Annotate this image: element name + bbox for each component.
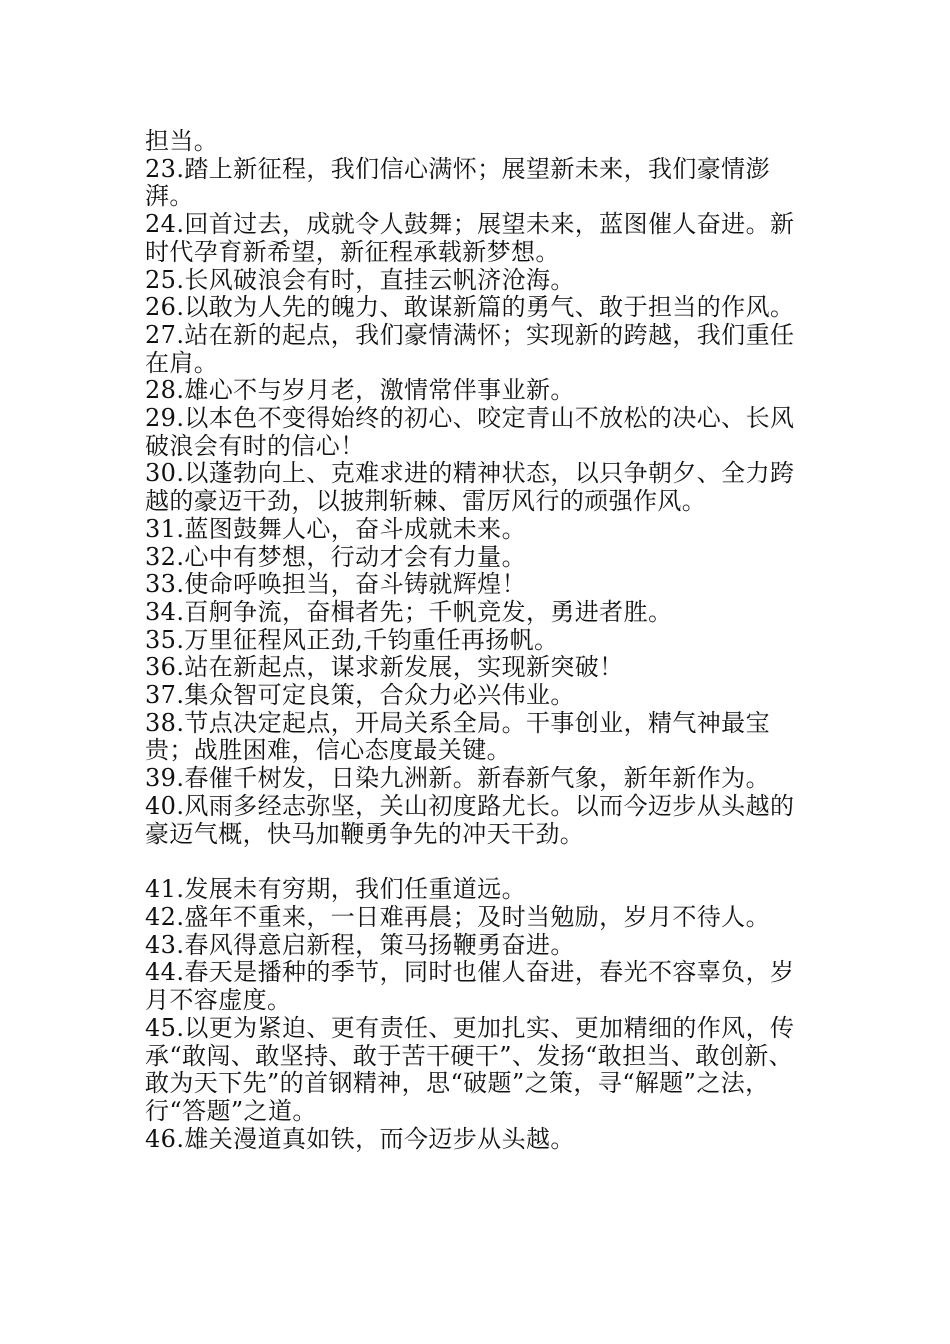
text-paragraph: 28.雄心不与岁月老，激情常伴事业新。 [145,376,575,405]
text-paragraph: 35.万里征程风正劲,千钧重任再扬帆。 [145,625,559,654]
text-paragraph: 34.百舸争流，奋楫者先；千帆竞发，勇进者胜。 [145,597,673,626]
text-paragraph: 36.站在新起点，谋求新发展，实现新突破！ [145,653,624,682]
text-paragraph: 43.春风得意启新程，策马扬鞭勇奋进。 [145,930,575,959]
text-paragraph: 26.以敢为人先的魄力、敢谋新篇的勇气、敢于担当的作风。 [145,293,795,322]
text-paragraph: 33.使命呼唤担当，奋斗铸就辉煌！ [145,570,526,599]
blank-line [145,848,815,876]
text-paragraph: 32.心中有梦想，行动才会有力量。 [145,542,526,571]
text-paragraph: 41.发展未有穷期，我们任重道远。 [145,875,526,904]
text-paragraph: 担当。 [145,127,219,155]
text-paragraph: 25.长风破浪会有时，直挂云帆济沧海。 [145,265,575,294]
text-paragraph: 31.蓝图鼓舞人心，奋斗成就未来。 [145,514,526,543]
document-page [145,128,815,1153]
text-paragraph: 29.以本色不变得始终的初心、咬定青山不放松的决心、长风破浪会有时的信心！ [145,404,795,460]
text-paragraph: 45.以更为紧迫、更有责任、更加扎实、更加精细的作风，传承“敢闯、敢坚持、敢于苦干硬干”、发扬“敢担当、敢创新、敢为天下先”的首钢精神，思“破题”之策，寻“解题”之法，行“答题”之道。 [145,1013,795,1125]
text-paragraph: 46.雄关漫道真如铁，而今迈步从头越。 [145,1124,575,1153]
text-paragraph: 38.节点决定起点，开局关系全局。干事创业，精气神最宝贵；战胜困难，信心态度最关键。 [145,708,770,765]
text-paragraph: 37.集众智可定良策，合众力必兴伟业。 [145,681,575,710]
text-paragraph: 27.站在新的起点，我们豪情满怀；实现新的跨越，我们重任在肩。 [145,320,795,377]
text-paragraph: 44.春天是播种的季节，同时也催人奋进，春光不容辜负，岁月不容虚度。 [145,958,795,1015]
text-paragraph: 24.回首过去，成就令人鼓舞；展望未来，蓝图催人奋进。新时代孕育新希望，新征程承载新梦想。 [145,210,795,266]
text-paragraph: 39.春催千树发，日染九洲新。新春新气象，新年新作为。 [145,764,770,793]
text-paragraph: 30.以蓬勃向上、克难求进的精神状态，以只争朝夕、全力跨越的豪迈干劲，以披荆斩棘、雷厉风行的顽强作风。 [145,459,795,516]
text-paragraph: 40.风雨多经志弥坚，关山初度路尤长。以而今迈步从头越的豪迈气概，快马加鞭勇争先的冲天干劲。 [145,791,795,848]
text-paragraph: 23.踏上新征程，我们信心满怀；展望新未来，我们豪情澎湃。 [145,154,770,211]
text-paragraph: 42.盛年不重来，一日难再晨；及时当勉励，岁月不待人。 [145,902,770,931]
